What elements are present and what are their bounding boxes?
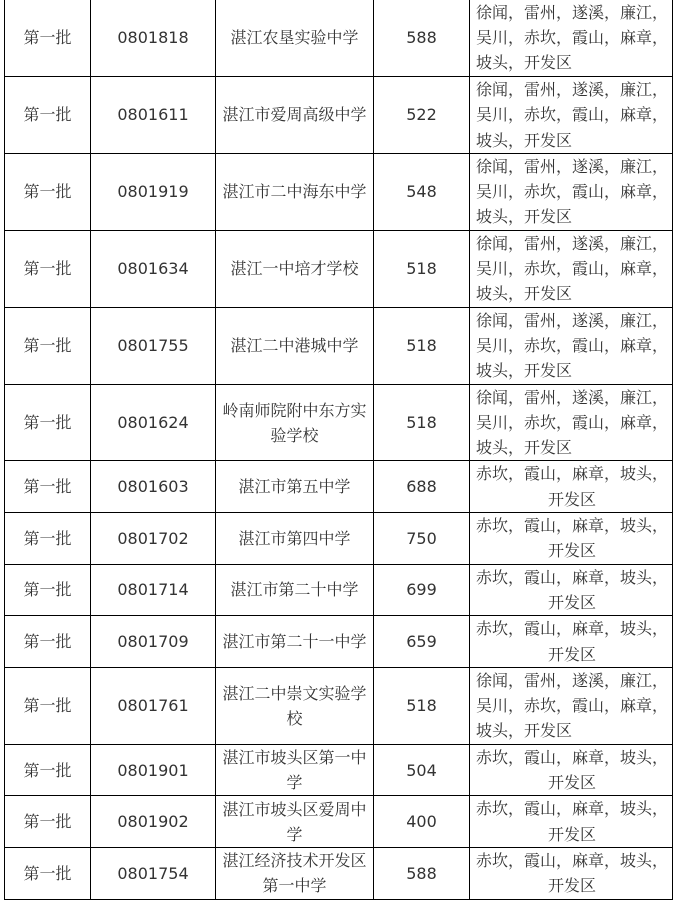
regions-cell: 徐闻，雷州，遂溪，廉江，吴川，赤坎，霞山，麻章，坡头，开发区 <box>470 77 673 154</box>
table-row <box>5 847 673 899</box>
code-cell: 0801624 <box>91 384 216 461</box>
code-cell: 0801755 <box>91 307 216 384</box>
school-cell: 湛江市第五中学 <box>216 461 374 513</box>
batch-cell: 第一批 <box>5 384 91 461</box>
table-row <box>5 461 673 513</box>
score-cell: 699 <box>374 564 470 616</box>
batch-cell: 第一批 <box>5 307 91 384</box>
score-cell: 518 <box>374 307 470 384</box>
school-cell: 湛江一中培才学校 <box>216 230 374 307</box>
school-cell: 湛江经济技术开发区第一中学 <box>216 847 374 899</box>
score-cell: 688 <box>374 461 470 513</box>
score-cell: 504 <box>374 744 470 796</box>
score-cell: 518 <box>374 667 470 744</box>
code-cell: 0801634 <box>91 230 216 307</box>
regions-cell: 徐闻，雷州，遂溪，廉江，吴川，赤坎，霞山，麻章，坡头，开发区 <box>470 153 673 230</box>
batch-cell: 第一批 <box>5 744 91 796</box>
batch-cell: 第一批 <box>5 847 91 899</box>
school-cell: 湛江市二中海东中学 <box>216 153 374 230</box>
regions-cell: 赤坎，霞山，麻章，坡头，开发区 <box>470 744 673 796</box>
table-row <box>5 616 673 668</box>
school-cell: 湛江二中港城中学 <box>216 307 374 384</box>
admission-table <box>4 0 673 900</box>
code-cell: 0801603 <box>91 461 216 513</box>
table-row <box>5 153 673 230</box>
regions-cell: 赤坎，霞山，麻章，坡头，开发区 <box>470 461 673 513</box>
batch-cell: 第一批 <box>5 564 91 616</box>
score-cell: 548 <box>374 153 470 230</box>
regions-cell: 赤坎，霞山，麻章，坡头，开发区 <box>470 616 673 668</box>
regions-cell: 赤坎，霞山，麻章，坡头，开发区 <box>470 847 673 899</box>
school-cell: 湛江二中崇文实验学校 <box>216 667 374 744</box>
table-row <box>5 667 673 744</box>
code-cell: 0801709 <box>91 616 216 668</box>
batch-cell: 第一批 <box>5 667 91 744</box>
batch-cell: 第一批 <box>5 461 91 513</box>
school-cell: 湛江市坡头区第一中学 <box>216 744 374 796</box>
regions-cell: 徐闻，雷州，遂溪，廉江，吴川，赤坎，霞山，麻章，坡头，开发区 <box>470 667 673 744</box>
table-row <box>5 744 673 796</box>
batch-cell: 第一批 <box>5 0 91 77</box>
table-row <box>5 796 673 848</box>
regions-cell: 赤坎，霞山，麻章，坡头，开发区 <box>470 513 673 565</box>
batch-cell: 第一批 <box>5 616 91 668</box>
regions-cell: 徐闻，雷州，遂溪，廉江，吴川，赤坎，霞山，麻章，坡头，开发区 <box>470 230 673 307</box>
school-cell: 湛江市坡头区爱周中学 <box>216 796 374 848</box>
score-cell: 588 <box>374 0 470 77</box>
table-row <box>5 307 673 384</box>
code-cell: 0801714 <box>91 564 216 616</box>
batch-cell: 第一批 <box>5 153 91 230</box>
code-cell: 0801919 <box>91 153 216 230</box>
regions-cell: 徐闻，雷州，遂溪，廉江，吴川，赤坎，霞山，麻章，坡头，开发区 <box>470 384 673 461</box>
code-cell: 0801754 <box>91 847 216 899</box>
school-cell: 湛江市第四中学 <box>216 513 374 565</box>
table-row <box>5 230 673 307</box>
code-cell: 0801702 <box>91 513 216 565</box>
school-cell: 湛江市第二十一中学 <box>216 616 374 668</box>
batch-cell: 第一批 <box>5 230 91 307</box>
code-cell: 0801818 <box>91 0 216 77</box>
code-cell: 0801901 <box>91 744 216 796</box>
code-cell: 0801902 <box>91 796 216 848</box>
table-row <box>5 384 673 461</box>
code-cell: 0801611 <box>91 77 216 154</box>
table-row <box>5 513 673 565</box>
regions-cell: 徐闻，雷州，遂溪，廉江，吴川，赤坎，霞山，麻章，坡头，开发区 <box>470 307 673 384</box>
regions-cell: 赤坎，霞山，麻章，坡头，开发区 <box>470 564 673 616</box>
score-cell: 750 <box>374 513 470 565</box>
school-cell: 湛江农垦实验中学 <box>216 0 374 77</box>
table-row <box>5 564 673 616</box>
batch-cell: 第一批 <box>5 796 91 848</box>
school-cell: 湛江市爱周高级中学 <box>216 77 374 154</box>
score-cell: 518 <box>374 230 470 307</box>
score-cell: 588 <box>374 847 470 899</box>
score-cell: 400 <box>374 796 470 848</box>
regions-cell: 赤坎，霞山，麻章，坡头，开发区 <box>470 796 673 848</box>
score-cell: 522 <box>374 77 470 154</box>
school-cell: 湛江市第二十中学 <box>216 564 374 616</box>
batch-cell: 第一批 <box>5 77 91 154</box>
score-cell: 518 <box>374 384 470 461</box>
code-cell: 0801761 <box>91 667 216 744</box>
table-row <box>5 77 673 154</box>
score-cell: 659 <box>374 616 470 668</box>
regions-cell: 徐闻，雷州，遂溪，廉江，吴川，赤坎，霞山，麻章，坡头，开发区 <box>470 0 673 77</box>
batch-cell: 第一批 <box>5 513 91 565</box>
table-row <box>5 0 673 77</box>
school-cell: 岭南师院附中东方实验学校 <box>216 384 374 461</box>
